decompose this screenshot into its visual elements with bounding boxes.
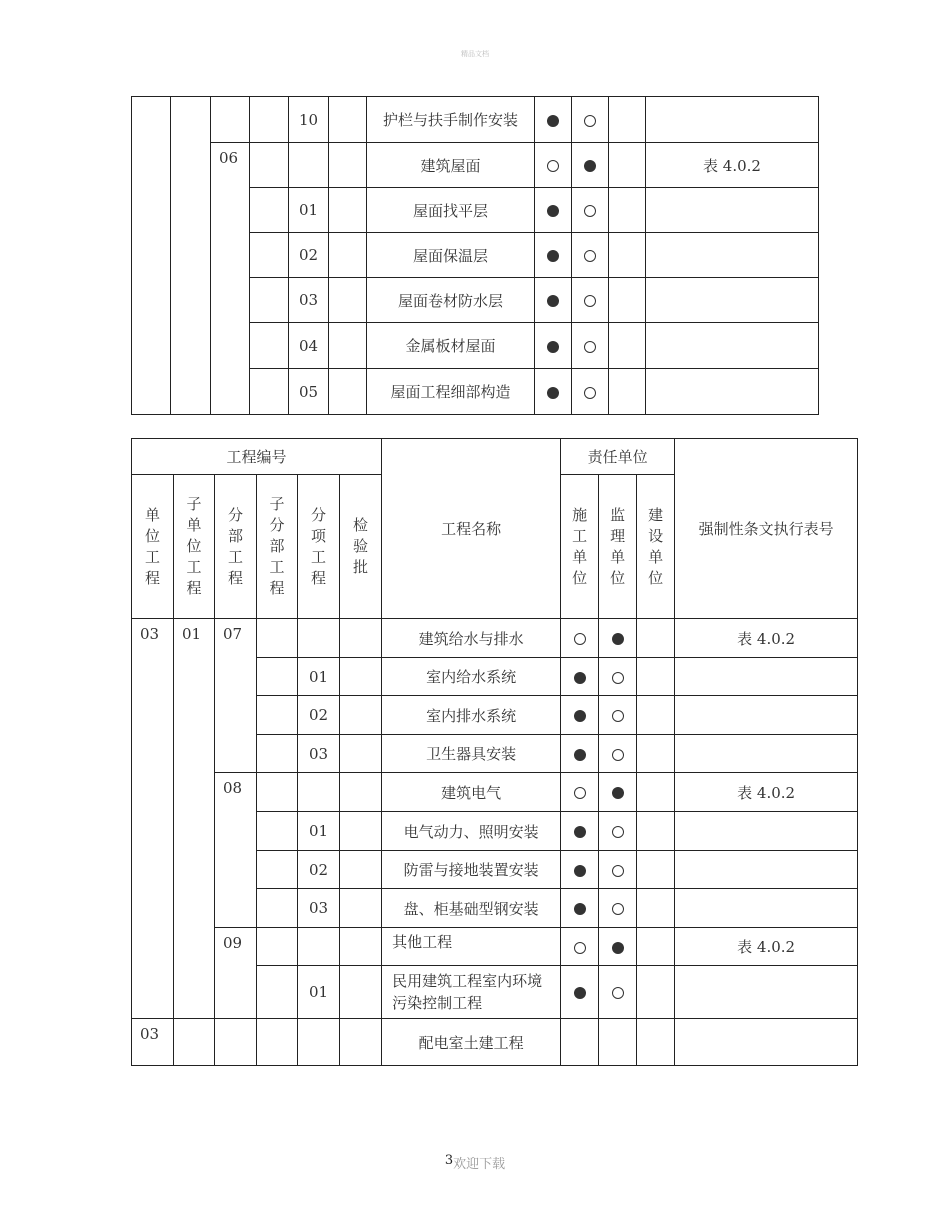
construction-unit-mark (561, 928, 599, 966)
batch-cell (340, 773, 382, 812)
owner-unit-mark (609, 323, 646, 369)
project-table-continued (131, 96, 819, 415)
header-watermark: 精品文档 (461, 50, 489, 58)
hollow-circle-icon (584, 115, 596, 127)
hollow-circle-icon (584, 250, 596, 262)
project-name: 其他工程 (382, 928, 561, 966)
owner-unit-mark (637, 735, 675, 773)
supervision-unit-mark (599, 851, 637, 889)
subdivision-cell (250, 233, 289, 278)
table-number (675, 696, 858, 735)
owner-unit-mark (637, 928, 675, 966)
header-batch (340, 475, 382, 619)
item-code: 05 (289, 369, 329, 415)
supervision-unit-mark (599, 1019, 637, 1066)
header-subunit-text: 子单位工程 (186, 495, 202, 597)
batch-cell (329, 369, 367, 415)
subdivision-cell (257, 658, 298, 696)
header-construction-unit (561, 475, 599, 619)
construction-unit-mark (535, 369, 572, 415)
filled-circle-icon (574, 865, 586, 877)
construction-unit-mark (535, 143, 572, 188)
project-name: 建筑电气 (382, 773, 561, 812)
hollow-circle-icon (574, 942, 586, 954)
subdivision-cell (257, 619, 298, 658)
division-code: 09 (215, 928, 257, 1019)
owner-unit-mark (609, 233, 646, 278)
owner-unit-mark (609, 143, 646, 188)
batch-cell (329, 233, 367, 278)
supervision-unit-mark (599, 928, 637, 966)
division-code: 06 (211, 143, 250, 415)
construction-unit-mark (561, 773, 599, 812)
division-code: 08 (215, 773, 257, 928)
construction-unit-mark (561, 696, 599, 735)
project-name: 建筑给水与排水 (382, 619, 561, 658)
subdivision-cell (250, 369, 289, 415)
construction-unit-mark (561, 658, 599, 696)
project-name: 屋面卷材防水层 (367, 278, 535, 323)
table-number (646, 97, 819, 143)
batch-cell (329, 278, 367, 323)
supervision-unit-mark (599, 812, 637, 851)
filled-circle-icon (547, 387, 559, 399)
batch-cell (340, 619, 382, 658)
header-division (215, 475, 257, 619)
table-number (675, 966, 858, 1019)
table-number (646, 233, 819, 278)
header-division-text: 分部工程 (227, 505, 243, 587)
subdivision-cell (257, 889, 298, 928)
unit-code: 03 (132, 619, 174, 1019)
owner-unit-mark (609, 369, 646, 415)
supervision-unit-mark (599, 889, 637, 928)
filled-circle-icon (547, 205, 559, 217)
filled-circle-icon (612, 787, 624, 799)
subdivision-cell (257, 696, 298, 735)
header-subdivision (257, 475, 298, 619)
project-name: 金属板材屋面 (367, 323, 535, 369)
filled-circle-icon (574, 987, 586, 999)
subdivision-cell (257, 966, 298, 1019)
header-unit-text: 单位工程 (144, 505, 160, 587)
subdivision-cell (250, 143, 289, 188)
table-number (646, 278, 819, 323)
hollow-circle-icon (612, 826, 624, 838)
project-name: 屋面找平层 (367, 188, 535, 233)
item-code: 03 (289, 278, 329, 323)
batch-cell (340, 735, 382, 773)
batch-cell (340, 658, 382, 696)
filled-circle-icon (547, 341, 559, 353)
project-name: 防雷与接地装置安装 (382, 851, 561, 889)
filled-circle-icon (574, 903, 586, 915)
hollow-circle-icon (574, 787, 586, 799)
item-code: 10 (289, 97, 329, 143)
table-number: 表 4.0.2 (646, 143, 819, 188)
table-row (132, 143, 819, 188)
table-row (132, 773, 858, 812)
header-supervision-unit-text: 监理单位 (610, 505, 626, 587)
project-name: 民用建筑工程室内环境污染控制工程 (382, 966, 561, 1019)
subdivision-cell (250, 97, 289, 143)
subdivision-cell (257, 773, 298, 812)
project-name: 建筑屋面 (367, 143, 535, 188)
supervision-unit-mark (572, 188, 609, 233)
item-code: 01 (298, 966, 340, 1019)
hollow-circle-icon (584, 205, 596, 217)
page-number: 3 (444, 1153, 454, 1168)
subdivision-cell (257, 1019, 298, 1066)
owner-unit-mark (637, 966, 675, 1019)
filled-circle-icon (612, 633, 624, 645)
filled-circle-icon (612, 942, 624, 954)
item-code (298, 928, 340, 966)
owner-unit-mark (637, 619, 675, 658)
item-code: 03 (298, 889, 340, 928)
project-name: 屋面保温层 (367, 233, 535, 278)
subdivision-cell (250, 278, 289, 323)
project-name: 室内给水系统 (382, 658, 561, 696)
unit-code: 03 (132, 1019, 174, 1066)
batch-cell (340, 1019, 382, 1066)
supervision-unit-mark (572, 143, 609, 188)
owner-unit-mark (637, 1019, 675, 1066)
table-number (675, 735, 858, 773)
table-number (675, 1019, 858, 1066)
owner-unit-mark (637, 812, 675, 851)
project-name: 配电室土建工程 (382, 1019, 561, 1066)
subunit-cell (174, 1019, 215, 1066)
division-cell (215, 1019, 257, 1066)
project-name: 室内排水系统 (382, 696, 561, 735)
supervision-unit-mark (572, 97, 609, 143)
item-code: 04 (289, 323, 329, 369)
table-number (675, 889, 858, 928)
table-number (646, 188, 819, 233)
header-subunit (174, 475, 215, 619)
table-row (132, 928, 858, 966)
owner-unit-mark (609, 278, 646, 323)
project-name: 屋面工程细部构造 (367, 369, 535, 415)
project-name: 盘、柜基础型钢安装 (382, 889, 561, 928)
item-code (298, 773, 340, 812)
header-owner-unit (637, 475, 675, 619)
hollow-circle-icon (547, 160, 559, 172)
division-code: 07 (215, 619, 257, 773)
table-number: 表 4.0.2 (675, 773, 858, 812)
hollow-circle-icon (612, 987, 624, 999)
supervision-unit-mark (599, 773, 637, 812)
item-code: 01 (289, 188, 329, 233)
batch-cell (340, 812, 382, 851)
owner-unit-mark (637, 773, 675, 812)
hollow-circle-icon (574, 633, 586, 645)
footer-text: 欢迎下载 (453, 1157, 506, 1172)
item-code (298, 619, 340, 658)
batch-cell (340, 928, 382, 966)
item-code: 01 (298, 812, 340, 851)
construction-unit-mark (535, 323, 572, 369)
construction-unit-mark (561, 812, 599, 851)
supervision-unit-mark (599, 966, 637, 1019)
supervision-unit-mark (599, 735, 637, 773)
header-batch-text: 检验批 (353, 516, 369, 576)
header-supervision-unit (599, 475, 637, 619)
owner-unit-mark (637, 658, 675, 696)
batch-cell (340, 851, 382, 889)
supervision-unit-mark (572, 278, 609, 323)
subdivision-cell (257, 928, 298, 966)
construction-unit-mark (561, 1019, 599, 1066)
project-table (131, 438, 858, 1066)
supervision-unit-mark (572, 323, 609, 369)
header-project-name: 工程名称 (382, 439, 561, 619)
filled-circle-icon (547, 250, 559, 262)
owner-unit-mark (609, 97, 646, 143)
construction-unit-mark (535, 278, 572, 323)
page-footer (0, 1153, 950, 1172)
batch-cell (340, 889, 382, 928)
hollow-circle-icon (612, 903, 624, 915)
project-name: 卫生器具安装 (382, 735, 561, 773)
batch-cell (329, 188, 367, 233)
table-row (132, 97, 819, 143)
subdivision-cell (257, 851, 298, 889)
supervision-unit-mark (572, 369, 609, 415)
filled-circle-icon (574, 710, 586, 722)
header-owner-unit-text: 建设单位 (648, 505, 664, 587)
table-row (132, 619, 858, 658)
supervision-unit-mark (572, 233, 609, 278)
header-subdivision-text: 子分部工程 (269, 495, 285, 597)
construction-unit-mark (561, 889, 599, 928)
hollow-circle-icon (612, 710, 624, 722)
owner-unit-mark (609, 188, 646, 233)
construction-unit-mark (535, 97, 572, 143)
unit-cell (132, 97, 171, 415)
subdivision-cell (250, 323, 289, 369)
item-code: 02 (298, 851, 340, 889)
construction-unit-mark (535, 233, 572, 278)
header-item (298, 475, 340, 619)
table-number (675, 812, 858, 851)
header-responsible-units: 责任单位 (561, 439, 675, 475)
item-code: 02 (298, 696, 340, 735)
construction-unit-mark (561, 735, 599, 773)
hollow-circle-icon (612, 672, 624, 684)
table-header-row (132, 439, 858, 475)
item-code (298, 1019, 340, 1066)
table-number (646, 323, 819, 369)
hollow-circle-icon (612, 865, 624, 877)
hollow-circle-icon (584, 341, 596, 353)
construction-unit-mark (561, 966, 599, 1019)
filled-circle-icon (584, 160, 596, 172)
construction-unit-mark (535, 188, 572, 233)
owner-unit-mark (637, 889, 675, 928)
subunit-cell (171, 97, 211, 415)
batch-cell (340, 696, 382, 735)
division-cell (211, 97, 250, 143)
table-number: 表 4.0.2 (675, 928, 858, 966)
owner-unit-mark (637, 851, 675, 889)
filled-circle-icon (574, 749, 586, 761)
table-number: 表 4.0.2 (675, 619, 858, 658)
table-number (646, 369, 819, 415)
filled-circle-icon (547, 115, 559, 127)
header-project-code: 工程编号 (132, 439, 382, 475)
filled-circle-icon (574, 826, 586, 838)
construction-unit-mark (561, 619, 599, 658)
item-code: 02 (289, 233, 329, 278)
header-table-number: 强制性条文执行表号 (675, 439, 858, 619)
filled-circle-icon (547, 295, 559, 307)
subdivision-cell (250, 188, 289, 233)
batch-cell (329, 143, 367, 188)
hollow-circle-icon (584, 387, 596, 399)
header-item-text: 分项工程 (310, 505, 326, 587)
batch-cell (329, 97, 367, 143)
table-number (675, 851, 858, 889)
table-row (132, 1019, 858, 1066)
hollow-circle-icon (584, 295, 596, 307)
filled-circle-icon (574, 672, 586, 684)
supervision-unit-mark (599, 619, 637, 658)
item-code (289, 143, 329, 188)
subunit-code: 01 (174, 619, 215, 1019)
header-construction-unit-text: 施工单位 (572, 505, 588, 587)
subdivision-cell (257, 735, 298, 773)
item-code: 03 (298, 735, 340, 773)
item-code: 01 (298, 658, 340, 696)
hollow-circle-icon (612, 749, 624, 761)
supervision-unit-mark (599, 658, 637, 696)
supervision-unit-mark (599, 696, 637, 735)
subdivision-cell (257, 812, 298, 851)
header-unit (132, 475, 174, 619)
project-name: 电气动力、照明安装 (382, 812, 561, 851)
batch-cell (340, 966, 382, 1019)
project-name: 护栏与扶手制作安装 (367, 97, 535, 143)
owner-unit-mark (637, 696, 675, 735)
construction-unit-mark (561, 851, 599, 889)
table-number (675, 658, 858, 696)
batch-cell (329, 323, 367, 369)
